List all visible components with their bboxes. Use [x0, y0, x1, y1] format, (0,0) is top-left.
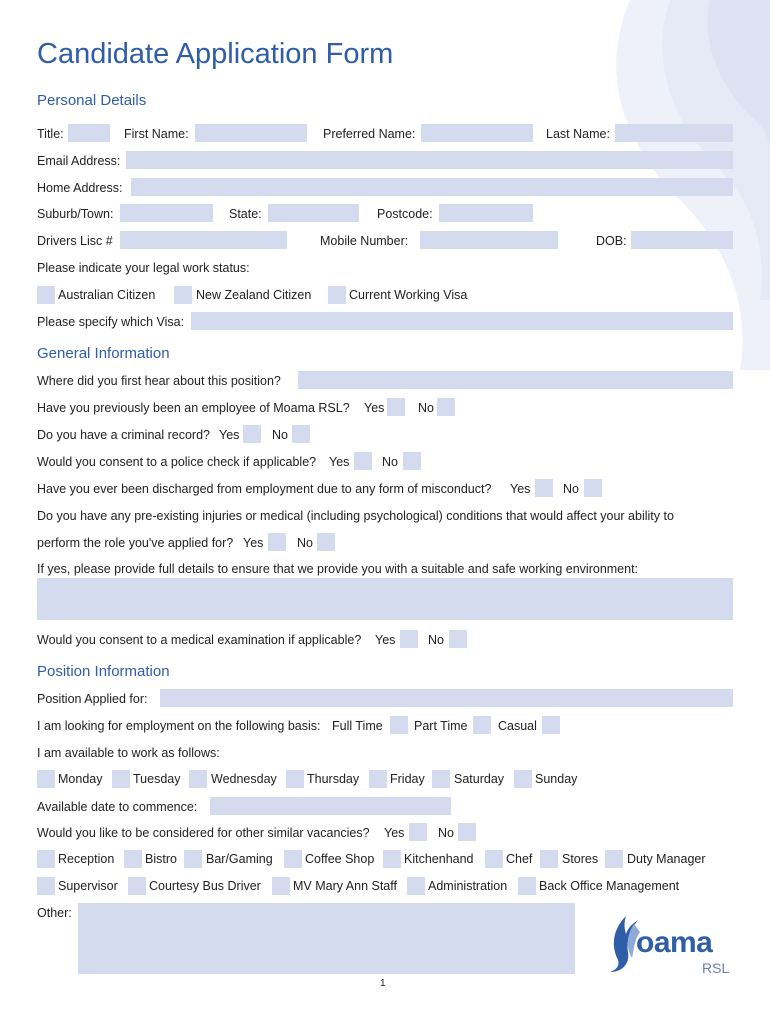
similar-yes-checkbox[interactable]: [409, 823, 427, 841]
employee-yes-label: Yes: [364, 401, 385, 415]
administration-checkbox[interactable]: [407, 877, 425, 895]
position-applied-label: Position Applied for:: [37, 692, 148, 706]
available-question: I am available to work as follows:: [37, 746, 220, 760]
full-time-checkbox[interactable]: [390, 716, 408, 734]
section-general-information: General Information: [37, 345, 170, 362]
chef-label: Chef: [506, 852, 533, 866]
first-name-field[interactable]: [195, 124, 307, 142]
duty-manager-label: Duty Manager: [627, 852, 706, 866]
bistro-checkbox[interactable]: [124, 850, 142, 868]
reception-checkbox[interactable]: [37, 850, 55, 868]
discharged-yes-checkbox[interactable]: [535, 479, 553, 497]
monday-label: Monday: [58, 772, 103, 786]
injury-yes-label: Yes: [243, 536, 264, 550]
page-number: 1: [380, 978, 386, 989]
supervisor-label: Supervisor: [58, 879, 118, 893]
position-applied-field[interactable]: [160, 689, 733, 707]
visa-field[interactable]: [191, 312, 733, 330]
suburb-label: Suburb/Town:: [37, 207, 114, 221]
bar-gaming-label: Bar/Gaming: [206, 852, 273, 866]
dob-field[interactable]: [631, 231, 733, 249]
title-label: Title:: [37, 127, 64, 141]
tuesday-checkbox[interactable]: [112, 770, 130, 788]
police-question: Would you consent to a police check if applicable?: [37, 455, 317, 469]
work-status-prompt: Please indicate your legal work status:: [37, 261, 250, 275]
home-address-label: Home Address:: [37, 181, 123, 195]
details-question: If yes, please provide full details to ensure that we provide you with a suitable and safe working environment:: [37, 562, 639, 576]
casual-checkbox[interactable]: [542, 716, 560, 734]
medical-yes-checkbox[interactable]: [400, 630, 418, 648]
logo-text: oama: [636, 926, 713, 959]
preferred-name-field[interactable]: [421, 124, 533, 142]
criminal-yes-checkbox[interactable]: [243, 425, 261, 443]
medical-no-label: No: [428, 633, 444, 647]
police-no-label: No: [382, 455, 398, 469]
part-time-label: Part Time: [414, 719, 468, 733]
postcode-label: Postcode:: [377, 207, 433, 221]
casual-label: Casual: [498, 719, 537, 733]
employee-no-checkbox[interactable]: [437, 398, 455, 416]
drivers-licence-label: Drivers Lisc #: [37, 234, 113, 248]
part-time-checkbox[interactable]: [473, 716, 491, 734]
working-visa-checkbox[interactable]: [328, 286, 346, 304]
discharged-yes-label: Yes: [510, 482, 531, 496]
email-field[interactable]: [126, 151, 733, 169]
wednesday-label: Wednesday: [211, 772, 277, 786]
commence-label: Available date to commence:: [37, 800, 198, 814]
section-personal-details: Personal Details: [37, 92, 147, 109]
basis-question: I am looking for employment on the following basis:: [37, 719, 321, 733]
bistro-label: Bistro: [145, 852, 177, 866]
discharged-no-checkbox[interactable]: [584, 479, 602, 497]
nz-citizen-label: New Zealand Citizen: [196, 288, 312, 302]
reception-label: Reception: [58, 852, 115, 866]
moama-rsl-logo: [604, 912, 734, 982]
duty-manager-checkbox[interactable]: [605, 850, 623, 868]
kitchenhand-checkbox[interactable]: [383, 850, 401, 868]
suburb-field[interactable]: [120, 204, 213, 222]
friday-label: Friday: [390, 772, 425, 786]
mv-mary-ann-staff-label: MV Mary Ann Staff: [293, 879, 397, 893]
medical-no-checkbox[interactable]: [449, 630, 467, 648]
other-field[interactable]: [78, 903, 575, 974]
police-no-checkbox[interactable]: [403, 452, 421, 470]
friday-checkbox[interactable]: [369, 770, 387, 788]
commence-field[interactable]: [210, 797, 451, 815]
injury-no-label: No: [297, 536, 313, 550]
back-office-management-label: Back Office Management: [539, 879, 680, 893]
injury-question-line2: perform the role you've applied for?: [37, 536, 234, 550]
injury-question-line1: Do you have any pre-existing injuries or medical (including psychological) conditions that would affect your ability to: [37, 509, 674, 523]
visa-label: Please specify which Visa:: [37, 315, 185, 329]
mobile-field[interactable]: [420, 231, 558, 249]
discharged-no-label: No: [563, 482, 579, 496]
sunday-label: Sunday: [535, 772, 578, 786]
chef-checkbox[interactable]: [485, 850, 503, 868]
thursday-label: Thursday: [307, 772, 360, 786]
logo-subtext: RSL: [702, 960, 730, 976]
mv-mary-ann-staff-checkbox[interactable]: [272, 877, 290, 895]
kitchenhand-label: Kitchenhand: [404, 852, 474, 866]
stores-checkbox[interactable]: [540, 850, 558, 868]
state-field[interactable]: [268, 204, 359, 222]
saturday-checkbox[interactable]: [432, 770, 450, 788]
hear-question: Where did you first hear about this position?: [37, 374, 281, 388]
email-label: Email Address:: [37, 154, 121, 168]
criminal-no-checkbox[interactable]: [292, 425, 310, 443]
thursday-checkbox[interactable]: [286, 770, 304, 788]
similar-no-checkbox[interactable]: [458, 823, 476, 841]
state-label: State:: [229, 207, 262, 221]
first-name-label: First Name:: [124, 127, 189, 141]
stores-label: Stores: [562, 852, 599, 866]
courtesy-bus-driver-checkbox[interactable]: [128, 877, 146, 895]
courtesy-bus-driver-label: Courtesy Bus Driver: [149, 879, 261, 893]
dob-label: DOB:: [596, 234, 627, 248]
preferred-name-label: Preferred Name:: [323, 127, 416, 141]
injury-yes-checkbox[interactable]: [268, 533, 286, 551]
medical-question: Would you consent to a medical examination if applicable?: [37, 633, 362, 647]
criminal-no-label: No: [272, 428, 288, 442]
other-label: Other:: [37, 906, 72, 920]
home-address-field[interactable]: [131, 178, 733, 196]
wednesday-checkbox[interactable]: [189, 770, 207, 788]
employee-question: Have you previously been an employee of Moama RSL?: [37, 401, 350, 415]
back-office-management-checkbox[interactable]: [518, 877, 536, 895]
similar-yes-label: Yes: [384, 826, 405, 840]
police-yes-checkbox[interactable]: [354, 452, 372, 470]
employee-no-label: No: [418, 401, 434, 415]
administration-label: Administration: [428, 879, 508, 893]
sunday-checkbox[interactable]: [514, 770, 532, 788]
employee-yes-checkbox[interactable]: [387, 398, 405, 416]
australian-citizen-checkbox[interactable]: [37, 286, 55, 304]
australian-citizen-label: Australian Citizen: [58, 288, 156, 302]
postcode-field[interactable]: [439, 204, 533, 222]
last-name-field[interactable]: [615, 124, 733, 142]
monday-checkbox[interactable]: [37, 770, 55, 788]
hear-field[interactable]: [298, 371, 733, 389]
drivers-licence-field[interactable]: [120, 231, 287, 249]
criminal-question: Do you have a criminal record?: [37, 428, 210, 442]
coffee-shop-checkbox[interactable]: [284, 850, 302, 868]
police-yes-label: Yes: [329, 455, 350, 469]
criminal-yes-label: Yes: [219, 428, 240, 442]
saturday-label: Saturday: [454, 772, 505, 786]
bar-gaming-checkbox[interactable]: [184, 850, 202, 868]
injury-no-checkbox[interactable]: [317, 533, 335, 551]
supervisor-checkbox[interactable]: [37, 877, 55, 895]
full-time-label: Full Time: [332, 719, 383, 733]
details-field[interactable]: [37, 578, 733, 620]
coffee-shop-label: Coffee Shop: [305, 852, 375, 866]
nz-citizen-checkbox[interactable]: [174, 286, 192, 304]
similar-question: Would you like to be considered for other similar vacancies?: [37, 826, 370, 840]
similar-no-label: No: [438, 826, 454, 840]
section-position-information: Position Information: [37, 663, 170, 680]
tuesday-label: Tuesday: [133, 772, 181, 786]
discharged-question: Have you ever been discharged from employment due to any form of misconduct?: [37, 482, 492, 496]
title-field[interactable]: [68, 124, 110, 142]
mobile-label: Mobile Number:: [320, 234, 409, 248]
last-name-label: Last Name:: [546, 127, 610, 141]
page-title: Candidate Application Form: [37, 38, 394, 70]
medical-yes-label: Yes: [375, 633, 396, 647]
working-visa-label: Current Working Visa: [349, 288, 468, 302]
